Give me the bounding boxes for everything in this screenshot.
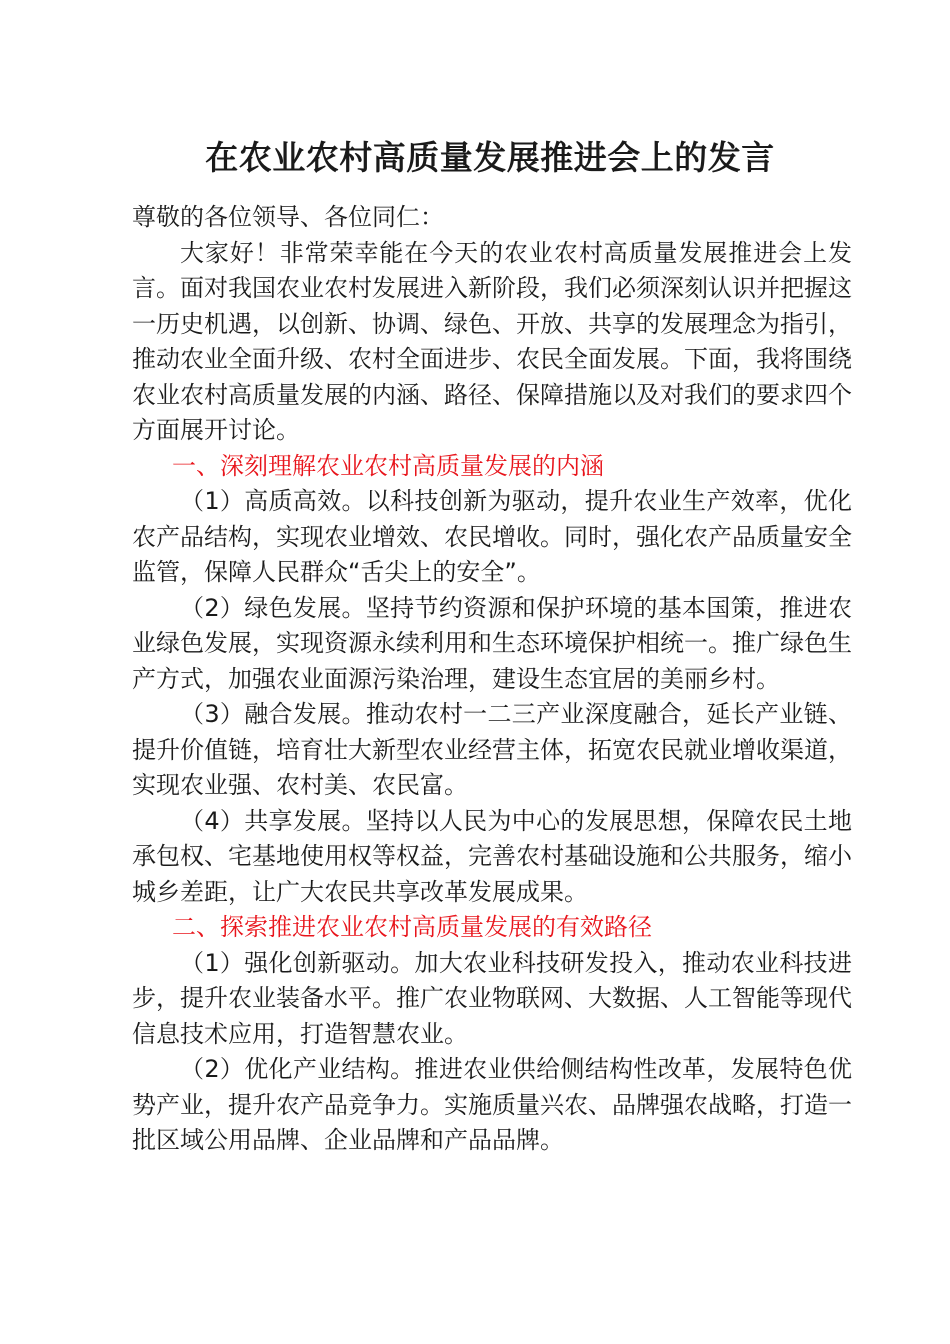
section-2-paragraph-2: （2）优化产业结构。推进农业供给侧结构性改革，发展特色优势产业，提升农产品竞争力。实施质量兴农、品牌强农战略，打造一批区域公用品牌、企业品牌和产品品牌。 (132, 1055, 852, 1154)
section-heading-1: 一、深刻理解农业农村高质量发展的内涵 (172, 451, 604, 480)
document-body (132, 200, 852, 1159)
section-1-paragraph-1: （1）高质高效。以科技创新为驱动，提升农业生产效率，优化农产品结构，实现农业增效、农民增收。同时，强化农产品质量安全监管，保障人民群众“舌尖上的安全”。 (132, 487, 852, 586)
salutation: 尊敬的各位领导、各位同仁： (132, 203, 444, 231)
section-1-paragraph-3: （3）融合发展。推动农村一二三产业深度融合，延长产业链、提升价值链，培育壮大新型农业经营主体，拓宽农民就业增收渠道，实现农业强、农村美、农民富。 (132, 700, 852, 799)
section-1-paragraph-2: （2）绿色发展。坚持节约资源和保护环境的基本国策，推进农业绿色发展，实现资源永续利用和生态环境保护相统一。推广绿色生产方式，加强农业面源污染治理，建设生态宜居的美丽乡村。 (132, 593, 852, 693)
intro-paragraph: 大家好！非常荣幸能在今天的农业农村高质量发展推进会上发言。面对我国农业农村发展进入新阶段，我们必须深刻认识并把握这一历史机遇，以创新、协调、绿色、开放、共享的发展理念为指引，推动农业全面升级、农村全面进步、农民全面发展。下面，我将围绕农业农村高质量发展的内涵、路径、保障措施以及对我们的要求四个方面展开讨论。 (132, 238, 852, 444)
section-2-paragraph-1: （1）强化创新驱动。加大农业科技研发投入，推动农业科技进步，提升农业装备水平。推广农业物联网、大数据、人工智能等现代信息技术应用，打造智慧农业。 (132, 948, 852, 1048)
section-1-paragraph-4: （4）共享发展。坚持以人民为中心的发展思想，保障农民土地承包权、宅基地使用权等权益，完善农村基础设施和公共服务，缩小城乡差距，让广大农民共享改革发展成果。 (132, 806, 852, 906)
section-heading-2: 二、探索推进农业农村高质量发展的有效路径 (172, 913, 652, 941)
document-title: 在农业农村高质量发展推进会上的发言 (205, 138, 775, 177)
